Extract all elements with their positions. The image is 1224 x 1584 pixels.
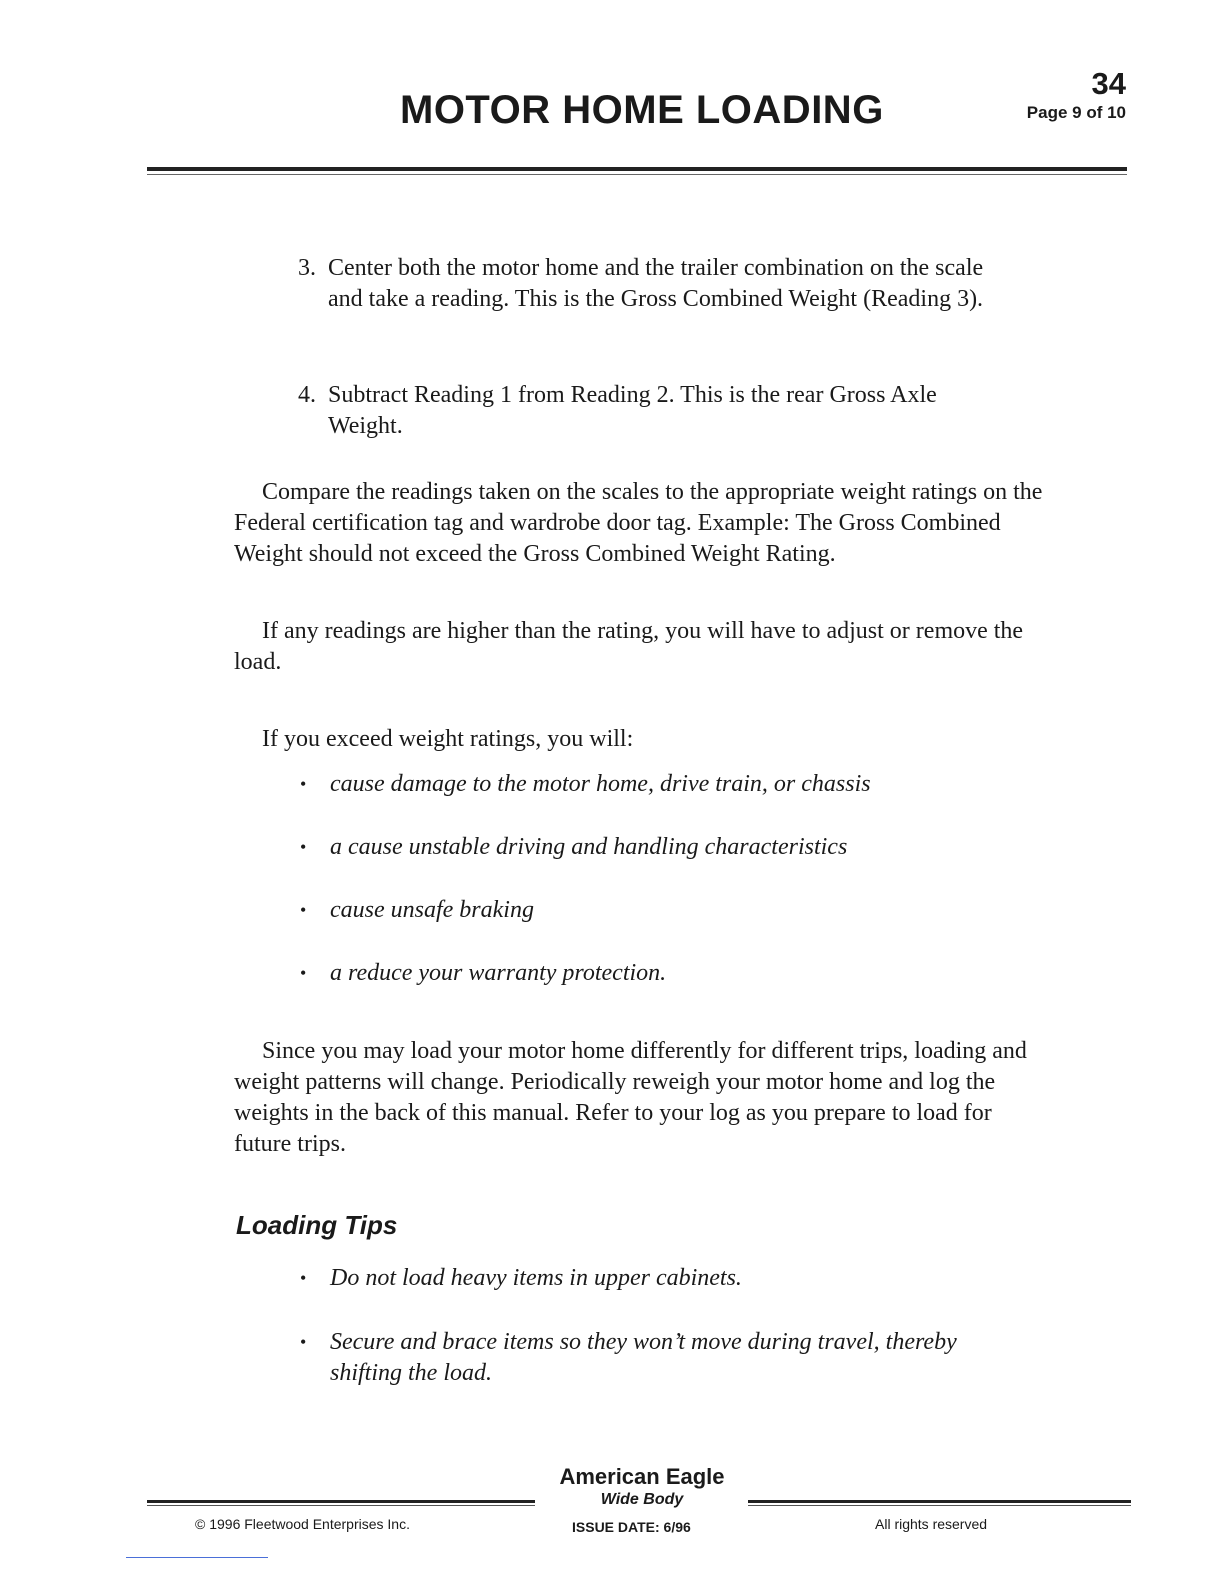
bullet-icon: •	[300, 774, 307, 794]
footer-rule-left-thin	[147, 1505, 535, 1506]
section-number: 34	[1091, 66, 1126, 101]
header-rule	[147, 167, 1127, 171]
step-number: 3.	[298, 255, 316, 281]
copyright: © 1996 Fleetwood Enterprises Inc.	[195, 1516, 410, 1532]
loading-tips-heading: Loading Tips	[236, 1210, 398, 1240]
page-title: MOTOR HOME LOADING	[400, 88, 884, 132]
step-4	[298, 380, 988, 442]
page-number-block	[1027, 66, 1126, 124]
bullet-icon: •	[300, 963, 307, 983]
bullet-icon: •	[300, 1268, 307, 1288]
rights-reserved: All rights reserved	[875, 1516, 988, 1532]
page-of: Page 9 of 10	[1026, 103, 1126, 122]
exceed-bullet: • cause damage to the motor home, drive train, or chassis	[300, 769, 1000, 800]
step-number: 4.	[298, 382, 316, 408]
footer-brand	[542, 1464, 742, 1510]
step-text: Subtract Reading 1 from Reading 2. This is the rear Gross Axle Weight.	[328, 382, 937, 439]
bullet-icon: •	[300, 837, 307, 857]
footer-rule-left	[147, 1500, 535, 1503]
step-3	[298, 253, 988, 315]
exceed-intro: If you exceed weight ratings, you will:	[262, 726, 634, 752]
bullet-icon: •	[300, 1332, 307, 1352]
brand-model: Wide Body	[600, 1491, 684, 1508]
footer-rule-right	[748, 1500, 1131, 1503]
exceed-bullet: • a cause unstable driving and handling characteristics	[300, 832, 1000, 863]
since-paragraph: Since you may load your motor home differently for different trips, loading and weight patterns will change. Periodically reweigh your motor home and log the weights in the back of this manual. Refer to your log as you prepare to load for future trips.	[234, 1038, 1027, 1157]
tip-bullet: • Do not load heavy items in upper cabinets.	[300, 1263, 1000, 1294]
higher-paragraph: If any readings are higher than the rating, you will have to adjust or remove the load.	[234, 618, 1024, 675]
header-rule-thin	[147, 174, 1127, 175]
brand-name: American Eagle	[559, 1464, 725, 1489]
step-text: Center both the motor home and the trailer combination on the scale and take a reading. This is the Gross Combined Weight (Reading 3).	[328, 255, 984, 312]
compare-paragraph: Compare the readings taken on the scales to the appropriate weight ratings on the Federal certification tag and wardrobe door tag. Example: The Gross Combined Weight should not exceed the Gross Combined Weight Rating.	[234, 479, 1043, 567]
exceed-bullet: • a reduce your warranty protection.	[300, 958, 1000, 989]
exceed-bullet: • cause unsafe braking	[300, 895, 1000, 926]
bullet-icon: •	[300, 900, 307, 920]
footer-rule-right-thin	[748, 1505, 1131, 1506]
issue-date: ISSUE DATE: 6/96	[572, 1519, 691, 1535]
scan-edge-line	[126, 1557, 268, 1558]
tip-bullet: • Secure and brace items so they won’t move during travel, thereby shifting the load.	[300, 1329, 957, 1386]
